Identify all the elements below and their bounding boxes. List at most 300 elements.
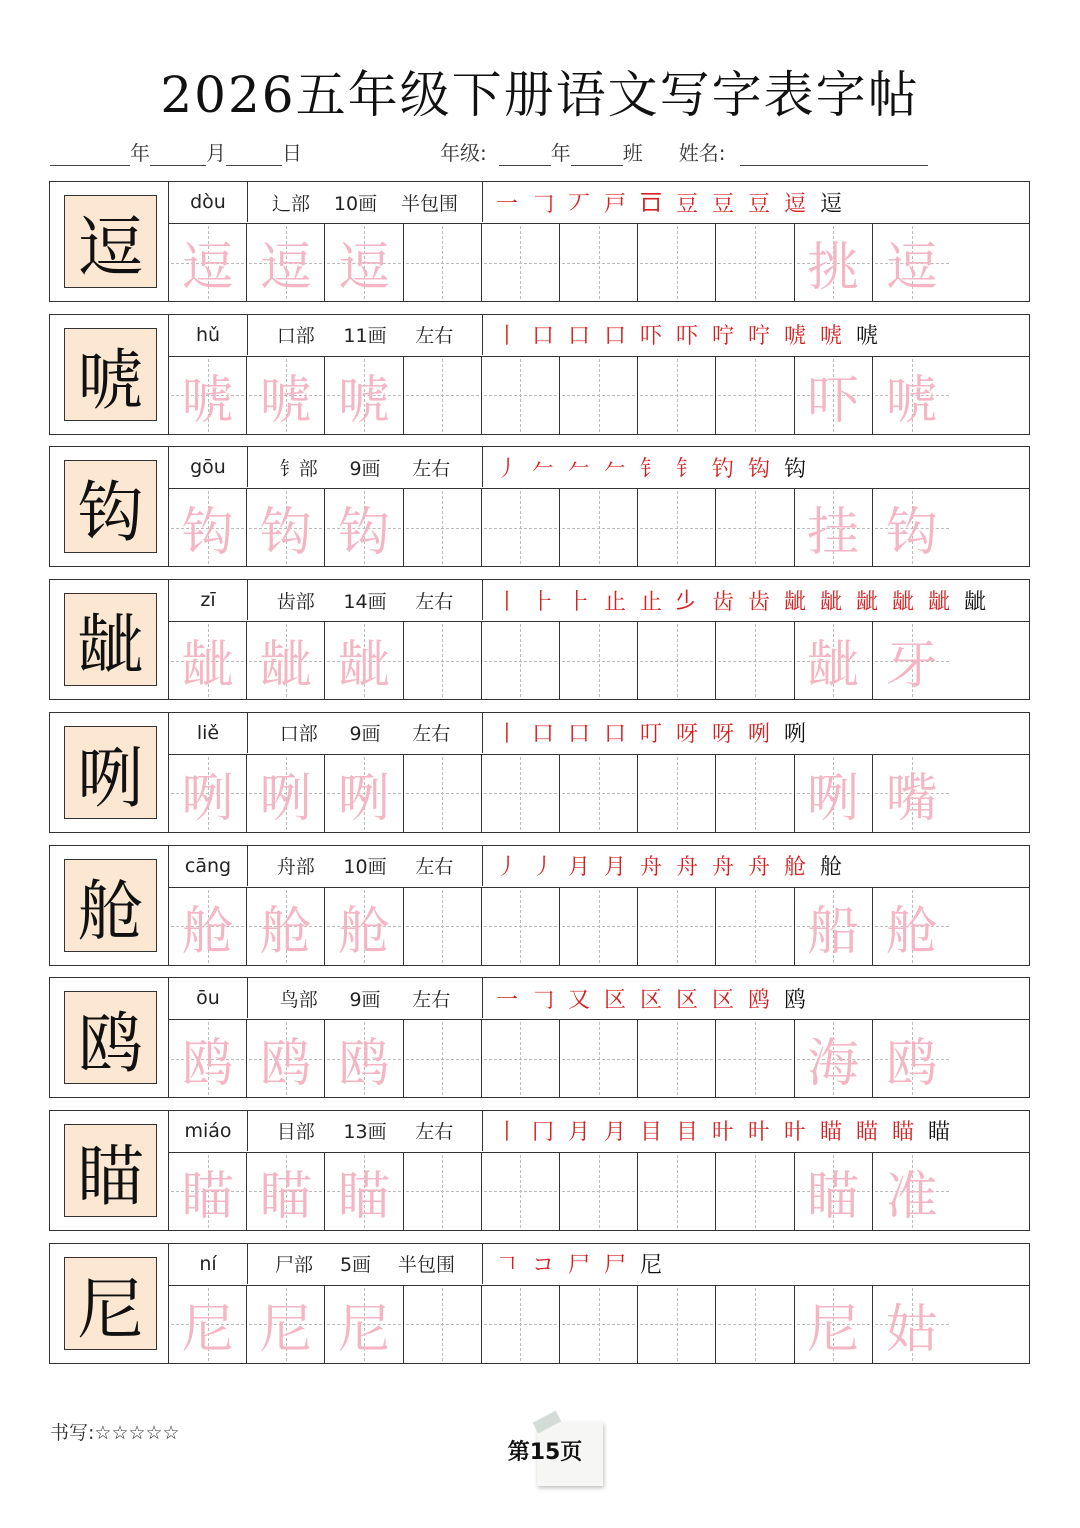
stroke-step: 丨 [495,589,518,615]
practice-grid [169,622,1029,699]
stroke-step: 丨 [495,324,518,350]
character-row [49,446,1030,567]
stroke-step: 鸥 [747,987,770,1013]
stroke-step: ⺊ [567,589,590,615]
trace-character: 龇 [259,636,312,697]
radical-label: 尸部 [274,1254,313,1277]
stroke-step: 叮 [639,722,662,748]
stroke-step: 旪 [711,1120,734,1146]
character-row [49,977,1030,1098]
stroke-order [483,1244,1029,1284]
stroke-step: 咛 [747,324,770,350]
trace-cell[interactable] [325,357,403,434]
stroke-step: 龇 [891,589,914,615]
char-meta [248,1111,483,1151]
stroke-step: 冂 [531,1120,554,1146]
pinyin: gōu [169,447,248,487]
char-meta [248,182,483,222]
stroke-step: 区 [639,987,662,1013]
blank-cell[interactable] [716,888,794,965]
month-blank[interactable] [150,143,206,166]
main-character: 尼 [64,1257,157,1350]
trace-cell[interactable] [247,1153,325,1230]
stroke-step: 逗 [783,191,806,217]
stroke-order [483,580,1029,620]
stroke-step: 区 [603,987,626,1013]
trace-cell[interactable] [795,1020,873,1097]
blank-cell[interactable] [638,489,716,566]
trace-cell[interactable] [795,1153,873,1230]
blank-cell[interactable] [482,1286,560,1363]
blank-cell[interactable] [560,1020,638,1097]
blank-cell[interactable] [560,1286,638,1363]
trace-character: 鸥 [885,1034,938,1095]
stroke-step: 豆 [747,191,770,217]
name-blank[interactable] [740,143,928,166]
stroke-step: 吓 [639,324,662,350]
stroke-step: 𠃌 [531,191,554,217]
stroke-step: 呀 [711,722,734,748]
trace-character: 准 [885,1166,938,1227]
stroke-step: 尸 [603,1253,626,1279]
date-line [50,136,302,166]
trace-cell[interactable] [169,1153,247,1230]
stroke-step: 齿 [711,589,734,615]
blank-cell[interactable] [404,224,482,301]
stroke-step: 𣥂 [675,588,698,614]
stroke-order [483,978,1029,1018]
trace-character: 唬 [337,370,390,431]
character-row [49,181,1030,302]
character-row [49,712,1030,833]
trace-cell[interactable] [795,888,873,965]
trace-character: 咧 [337,768,390,829]
trace-character: 牙 [885,636,938,697]
trace-cell[interactable] [873,489,951,566]
stroke-step: 丿 [531,855,554,880]
stroke-step: 尼 [639,1253,662,1279]
stroke-step: 逗 [819,191,842,217]
stroke-step: 钅 [675,456,698,482]
character-row [49,579,1030,700]
stroke-step: 龇 [783,589,806,615]
stroke-step: 丿 [495,456,518,482]
blank-cell[interactable] [482,489,560,566]
trace-character: 船 [807,901,860,962]
trace-character: 咧 [259,768,312,829]
name-label: 姓名: [678,141,726,165]
character-row [49,1110,1030,1231]
blank-cell[interactable] [716,622,794,699]
class-blank[interactable] [571,143,623,166]
info-band [169,713,1029,755]
blank-cell[interactable] [482,888,560,965]
blank-cell[interactable] [482,1153,560,1230]
trace-cell[interactable] [873,622,951,699]
trace-character: 瞄 [181,1166,234,1227]
page-number: 第15页 [507,1440,583,1465]
stroke-order [483,846,1029,886]
stroke-order [483,447,1029,487]
trace-cell[interactable] [795,622,873,699]
trace-cell[interactable] [169,622,247,699]
trace-cell[interactable] [873,1153,951,1230]
trace-character: 唬 [885,370,938,431]
pinyin: ōu [169,978,248,1018]
main-character: 钩 [64,460,157,553]
stroke-step: 咛 [711,324,734,350]
year-label: 年 [130,141,150,165]
character-row [49,845,1030,966]
stroke-step: 止 [603,589,626,615]
trace-cell[interactable] [169,1286,247,1363]
blank-cell[interactable] [716,224,794,301]
strokes-label: 13画 [343,1121,387,1144]
trace-character: 龇 [337,636,390,697]
trace-character: 瞄 [337,1166,390,1227]
stroke-order [483,315,1029,355]
trace-cell[interactable] [247,1286,325,1363]
stroke-step: 目 [639,1120,662,1146]
trace-cell[interactable] [247,489,325,566]
trace-character: 鸥 [181,1034,234,1095]
character-row [49,314,1030,435]
blank-cell[interactable] [716,1020,794,1097]
blank-cell[interactable] [716,1153,794,1230]
trace-cell[interactable] [325,622,403,699]
blank-cell[interactable] [404,1020,482,1097]
stroke-step: 区 [675,987,698,1013]
blank-cell[interactable] [404,755,482,832]
trace-cell[interactable] [169,1020,247,1097]
trace-cell[interactable] [247,357,325,434]
stroke-step: 舱 [783,855,806,880]
trace-character: 姑 [885,1299,938,1360]
char-meta [248,315,483,355]
blank-cell[interactable] [482,622,560,699]
trace-character: 钩 [885,503,938,564]
radical-label: 口部 [276,325,315,348]
radical-label: 舟部 [276,856,315,878]
stroke-step: 钩 [747,456,770,482]
strokes-label: 9画 [349,457,381,480]
stroke-step: 𠂉 [603,456,626,482]
trace-character: 挂 [807,503,860,564]
day-blank[interactable] [226,143,282,166]
radical-label: 鸟部 [279,988,318,1011]
blank-cell[interactable] [716,755,794,832]
trace-cell[interactable] [795,1286,873,1363]
pinyin: ní [169,1244,248,1284]
stroke-step: 豆 [711,191,734,217]
trace-cell[interactable] [325,1153,403,1230]
trace-cell[interactable] [795,489,873,566]
char-meta [248,978,483,1018]
trace-cell[interactable] [873,224,951,301]
strokes-label: 10画 [333,192,378,215]
stroke-step: 鸥 [783,987,806,1013]
stroke-step: 目 [675,1120,698,1146]
trace-character: 瞄 [259,1166,312,1227]
trace-cell[interactable] [169,755,247,832]
blank-cell[interactable] [560,888,638,965]
stroke-step: 唬 [819,324,842,350]
strokes-label: 10画 [343,856,387,878]
trace-character: 尼 [807,1299,860,1360]
blank-cell[interactable] [716,489,794,566]
char-meta [248,713,483,753]
stroke-step: 一 [495,191,518,217]
trace-cell[interactable] [325,1020,403,1097]
blank-cell[interactable] [482,224,560,301]
rating-stars-icon[interactable]: ☆☆☆☆☆ [94,1422,180,1444]
stroke-step: 旪 [747,1120,770,1146]
radical-label: 口部 [279,723,318,746]
pinyin: liě [169,713,248,753]
trace-cell[interactable] [325,489,403,566]
radical-label: 钅部 [279,457,318,480]
trace-cell[interactable] [873,1286,951,1363]
stroke-step: 月 [567,855,590,880]
trace-character: 尼 [181,1299,234,1360]
trace-character: 挑 [807,238,860,298]
stroke-order [483,1111,1029,1151]
main-char-box [50,315,169,434]
blank-cell[interactable] [560,1153,638,1230]
trace-character: 逗 [181,238,234,298]
stroke-step: 咧 [747,722,770,748]
blank-cell[interactable] [638,888,716,965]
day-label: 日 [282,141,302,165]
trace-character: 唬 [259,370,312,431]
main-character: 咧 [64,726,157,819]
practice-grid [169,755,1029,832]
stroke-step: 丆 [567,191,590,217]
main-char-box [50,447,169,566]
trace-character: 钩 [337,503,390,564]
stroke-step: 钓 [711,456,734,482]
stroke-step: 口 [531,324,554,350]
blank-cell[interactable] [716,357,794,434]
trace-cell[interactable] [247,888,325,965]
trace-character: 舱 [885,901,938,962]
rating [50,1418,180,1445]
info-band [169,1244,1029,1286]
class-line [440,136,928,166]
blank-cell[interactable] [404,888,482,965]
info-band [169,315,1029,357]
trace-character: 嘴 [885,768,938,829]
trace-cell[interactable] [873,755,951,832]
stroke-step: 舱 [819,855,842,880]
stroke-step: ⺊ [531,589,554,615]
trace-cell[interactable] [169,489,247,566]
main-character: 龇 [64,593,157,686]
practice-grid [169,489,1029,566]
trace-character: 唬 [181,370,234,431]
trace-character: 咧 [807,768,860,829]
stroke-step: 唬 [783,324,806,350]
stroke-step: 齿 [747,589,770,615]
blank-cell[interactable] [638,1020,716,1097]
stroke-step: 𠂉 [531,456,554,482]
pinyin: zī [169,580,248,620]
blank-cell[interactable] [560,489,638,566]
trace-cell[interactable] [247,622,325,699]
stroke-step: 龇 [963,589,986,615]
blank-cell[interactable] [560,755,638,832]
pinyin: miáo [169,1111,248,1151]
stroke-step: 瞄 [891,1120,914,1146]
blank-cell[interactable] [716,1286,794,1363]
stroke-step: 钩 [783,456,806,482]
trace-character: 鸥 [337,1034,390,1095]
blank-cell[interactable] [638,1153,716,1230]
trace-character: 钩 [181,503,234,564]
blank-cell[interactable] [638,1286,716,1363]
pinyin: dòu [169,182,248,222]
blank-cell[interactable] [560,357,638,434]
info-band [169,447,1029,489]
trace-cell[interactable] [169,224,247,301]
stroke-step: 𠂉 [567,456,590,482]
year-blank[interactable] [50,143,130,166]
trace-character: 瞄 [807,1166,860,1227]
main-character: 瞄 [64,1124,157,1217]
practice-grid [169,224,1029,301]
trace-cell[interactable] [247,755,325,832]
structure-label: 左右 [415,325,454,348]
blank-cell[interactable] [482,357,560,434]
trace-cell[interactable] [795,357,873,434]
stroke-step: 瞄 [855,1120,878,1146]
stroke-step: 又 [567,987,590,1013]
blank-cell[interactable] [560,622,638,699]
trace-character: 逗 [885,238,938,298]
blank-cell[interactable] [638,622,716,699]
stroke-step: 月 [603,1120,626,1146]
stroke-step: 口 [567,722,590,748]
stroke-step: 𠮛 [639,190,662,216]
structure-label: 左右 [412,457,451,480]
radical-label: 目部 [276,1121,315,1144]
trace-character: 龇 [807,636,860,697]
stroke-step: 龇 [819,589,842,615]
char-meta [248,1244,483,1284]
practice-grid [169,1020,1029,1097]
main-char-box [50,182,169,301]
trace-cell[interactable] [873,357,951,434]
blank-cell[interactable] [560,224,638,301]
trace-character: 舱 [181,901,234,962]
blank-cell[interactable] [404,1153,482,1230]
trace-cell[interactable] [325,1286,403,1363]
blank-cell[interactable] [638,224,716,301]
stroke-step: 口 [603,722,626,748]
trace-cell[interactable] [247,224,325,301]
practice-grid [169,357,1029,434]
practice-grid [169,888,1029,965]
main-character: 唬 [64,328,157,421]
trace-cell[interactable] [325,755,403,832]
info-band [169,978,1029,1020]
blank-cell[interactable] [404,1286,482,1363]
stroke-step: 丨 [495,1120,518,1146]
main-character: 鸥 [64,991,157,1084]
main-char-box [50,978,169,1097]
blank-cell[interactable] [482,755,560,832]
rating-label: 书写: [50,1422,95,1444]
trace-cell[interactable] [325,888,403,965]
char-meta [248,580,483,620]
main-char-box [50,1244,169,1363]
strokes-label: 9画 [349,988,381,1011]
trace-character: 龇 [181,636,234,697]
stroke-step: 豆 [675,191,698,217]
stroke-step: 口 [567,324,590,350]
grade-blank[interactable] [499,143,551,166]
pinyin: hǔ [169,315,248,355]
blank-cell[interactable] [482,1020,560,1097]
trace-character: 咧 [181,768,234,829]
trace-character: 舱 [259,901,312,962]
stroke-step: 一 [495,987,518,1013]
blank-cell[interactable] [404,622,482,699]
trace-cell[interactable] [169,357,247,434]
trace-cell[interactable] [795,224,873,301]
class-unit: 班 [622,141,643,165]
blank-cell[interactable] [404,357,482,434]
main-char-box [50,580,169,699]
stroke-step: 丨 [495,722,518,748]
blank-cell[interactable] [404,489,482,566]
trace-cell[interactable] [873,888,951,965]
info-band [169,580,1029,622]
blank-cell[interactable] [638,357,716,434]
pinyin: cāng [169,846,248,886]
trace-cell[interactable] [169,888,247,965]
char-meta [248,447,483,487]
trace-cell[interactable] [325,224,403,301]
stroke-step: コ [531,1253,554,1279]
stroke-step: 咧 [783,722,806,748]
stroke-order [483,182,1029,222]
structure-label: 左右 [412,723,451,746]
practice-grid [169,1286,1029,1363]
stroke-step: 区 [711,987,734,1013]
stroke-order [483,713,1029,753]
stroke-step: 𠃍 [495,1253,518,1279]
main-character: 舱 [64,859,157,952]
trace-cell[interactable] [247,1020,325,1097]
stroke-step: 舟 [639,855,662,880]
trace-cell[interactable] [795,755,873,832]
stroke-step: 唬 [855,324,878,350]
structure-label: 左右 [412,988,451,1011]
stroke-step: 旪 [783,1120,806,1146]
blank-cell[interactable] [638,755,716,832]
trace-character: 逗 [337,238,390,298]
structure-label: 半包围 [401,192,459,215]
trace-character: 鸥 [259,1034,312,1095]
strokes-label: 11画 [343,325,387,348]
trace-character: 海 [807,1034,860,1095]
structure-label: 左右 [415,590,454,613]
trace-cell[interactable] [873,1020,951,1097]
stroke-step: 龇 [927,589,950,615]
radical-label: 齿部 [276,590,315,613]
stroke-step: 止 [639,589,662,615]
